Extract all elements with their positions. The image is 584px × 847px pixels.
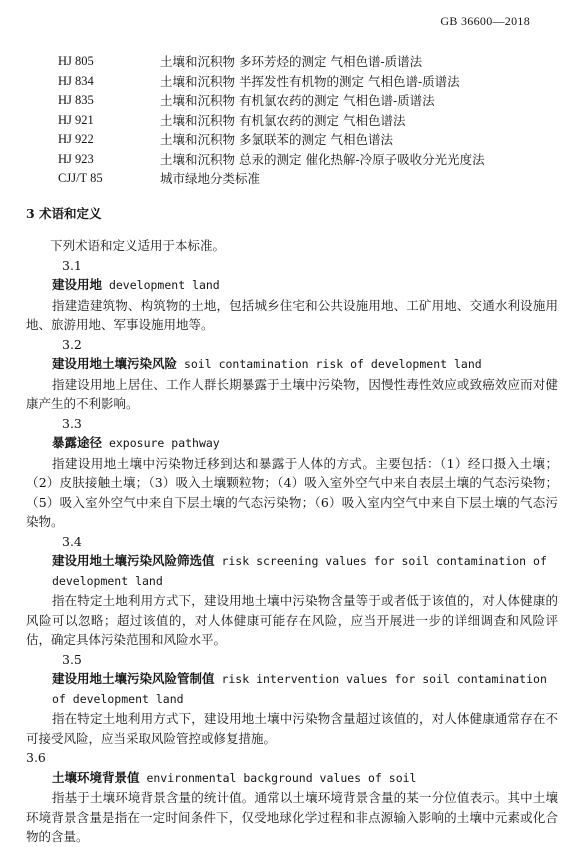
term-definition: 指建造建筑物、构筑物的土地，包括城乡住宅和公共设施用地、工矿用地、交通水利设施用地、旅游用地、军事设施用地等。 bbox=[26, 297, 558, 332]
reference-title: 土壤和沉积物 有机氯农药的测定 气相色谱-质谱法 bbox=[160, 93, 435, 108]
reference-title: 土壤和沉积物 有机氯农药的测定 气相色谱法 bbox=[160, 112, 406, 128]
normative-references-list bbox=[58, 52, 485, 189]
term-name-cn: 建设用地土壤污染风险筛选值 bbox=[52, 553, 215, 568]
term-definition: 指基于土壤环境背景含量的统计值。通常以土壤环境背景含量的某一分位值表示。其中土壤环境背景含量是指在一定时间条件下，仅受地球化学过程和非点源输入影响的土壤中元素或化合物的含量。 bbox=[26, 790, 558, 844]
term-heading bbox=[26, 768, 558, 789]
term-heading bbox=[26, 275, 558, 296]
reference-row bbox=[58, 91, 485, 111]
reference-row bbox=[58, 169, 485, 189]
reference-code: HJ 923 bbox=[58, 151, 94, 166]
standard-number: GB 36600—2018 bbox=[440, 14, 530, 28]
section-intro: 下列术语和定义适用于本标准。 bbox=[50, 238, 226, 253]
term-heading bbox=[26, 433, 558, 454]
reference-code: HJ 922 bbox=[58, 132, 94, 146]
reference-code: CJJ/T 85 bbox=[58, 171, 103, 185]
term-name-cn: 建设用地 bbox=[52, 277, 103, 292]
reference-code: HJ 835 bbox=[58, 93, 94, 107]
term-name-en: risk intervention values for soil contamination of development land bbox=[52, 672, 547, 706]
reference-row bbox=[58, 111, 485, 131]
term-heading bbox=[26, 354, 558, 375]
reference-title: 土壤和沉积物 多氯联苯的测定 气相色谱法 bbox=[160, 132, 393, 147]
reference-row bbox=[58, 150, 485, 170]
term-name-cn: 暴露途径 bbox=[52, 435, 103, 450]
term-heading bbox=[26, 551, 558, 591]
reference-title: 城市绿地分类标准 bbox=[160, 171, 261, 186]
reference-title: 土壤和沉积物 半挥发性有机物的测定 气相色谱-质谱法 bbox=[160, 73, 460, 89]
term-number: 3.3 bbox=[62, 415, 82, 431]
terms-and-definitions bbox=[26, 236, 558, 847]
reference-row bbox=[58, 52, 485, 72]
reference-title: 土壤和沉积物 多环芳烃的测定 气相色谱-质谱法 bbox=[160, 54, 423, 69]
term-name-en: exposure pathway bbox=[108, 436, 220, 450]
term-name-cn: 建设用地土壤污染风险 bbox=[52, 356, 178, 371]
reference-row bbox=[58, 130, 485, 150]
term-name-en: risk screening values for soil contamination of development land bbox=[52, 554, 547, 588]
term-number: 3.4 bbox=[62, 533, 82, 549]
reference-code: HJ 921 bbox=[58, 112, 94, 127]
term-name-en: environmental background values of soil bbox=[146, 770, 417, 785]
term-name-cn: 土壤环境背景值 bbox=[52, 769, 140, 785]
term-definition: 指在特定土地利用方式下，建设用地土壤中污染物含量超过该值的，对人体健康通常存在不可接受风险，应当采取风险管控或修复措施。 bbox=[26, 711, 558, 746]
term-number: 3.1 bbox=[62, 257, 82, 273]
term-definition: 指建设用地土壤中污染物迁移到达和暴露于人体的方式。主要包括：（1）经口摄入土壤；（2）皮肤接触土壤；（3）吸入土壤颗粒物；（4）吸入室外空气中来自表层土壤的气态污染物；（5）吸入室外空气中来自下层土壤的气态污染物；（6）吸入室内空气中来自下层土壤的气态污染物。 bbox=[26, 455, 558, 529]
term-definition: 指建设用地上居住、工作人群长期暴露于土壤中污染物，因慢性毒性效应或致癌效应而对健康产生的不利影响。 bbox=[26, 376, 558, 411]
term-number: 3.2 bbox=[62, 336, 82, 352]
term-name-en: development land bbox=[108, 278, 220, 292]
reference-code: HJ 805 bbox=[58, 54, 94, 68]
reference-title: 土壤和沉积物 总汞的测定 催化热解-冷原子吸收分光光度法 bbox=[160, 151, 485, 167]
term-name-cn: 建设用地土壤污染风险管制值 bbox=[52, 671, 215, 686]
term-number: 3.5 bbox=[62, 651, 82, 667]
term-heading bbox=[26, 669, 558, 709]
term-number: 3.6 bbox=[26, 750, 46, 765]
reference-code: HJ 834 bbox=[58, 73, 94, 88]
reference-row bbox=[58, 72, 485, 92]
term-name-en: soil contamination risk of development land bbox=[183, 357, 482, 371]
term-definition: 指在特定土地利用方式下，建设用地土壤中污染物含量等于或者低于该值的，对人体健康的风险可以忽略；超过该值的，对人体健康可能存在风险，应当开展进一步的详细调查和风险评估，确定具体污染范围和风险水平。 bbox=[26, 593, 558, 647]
section-heading: 3 术语和定义 bbox=[26, 206, 102, 221]
